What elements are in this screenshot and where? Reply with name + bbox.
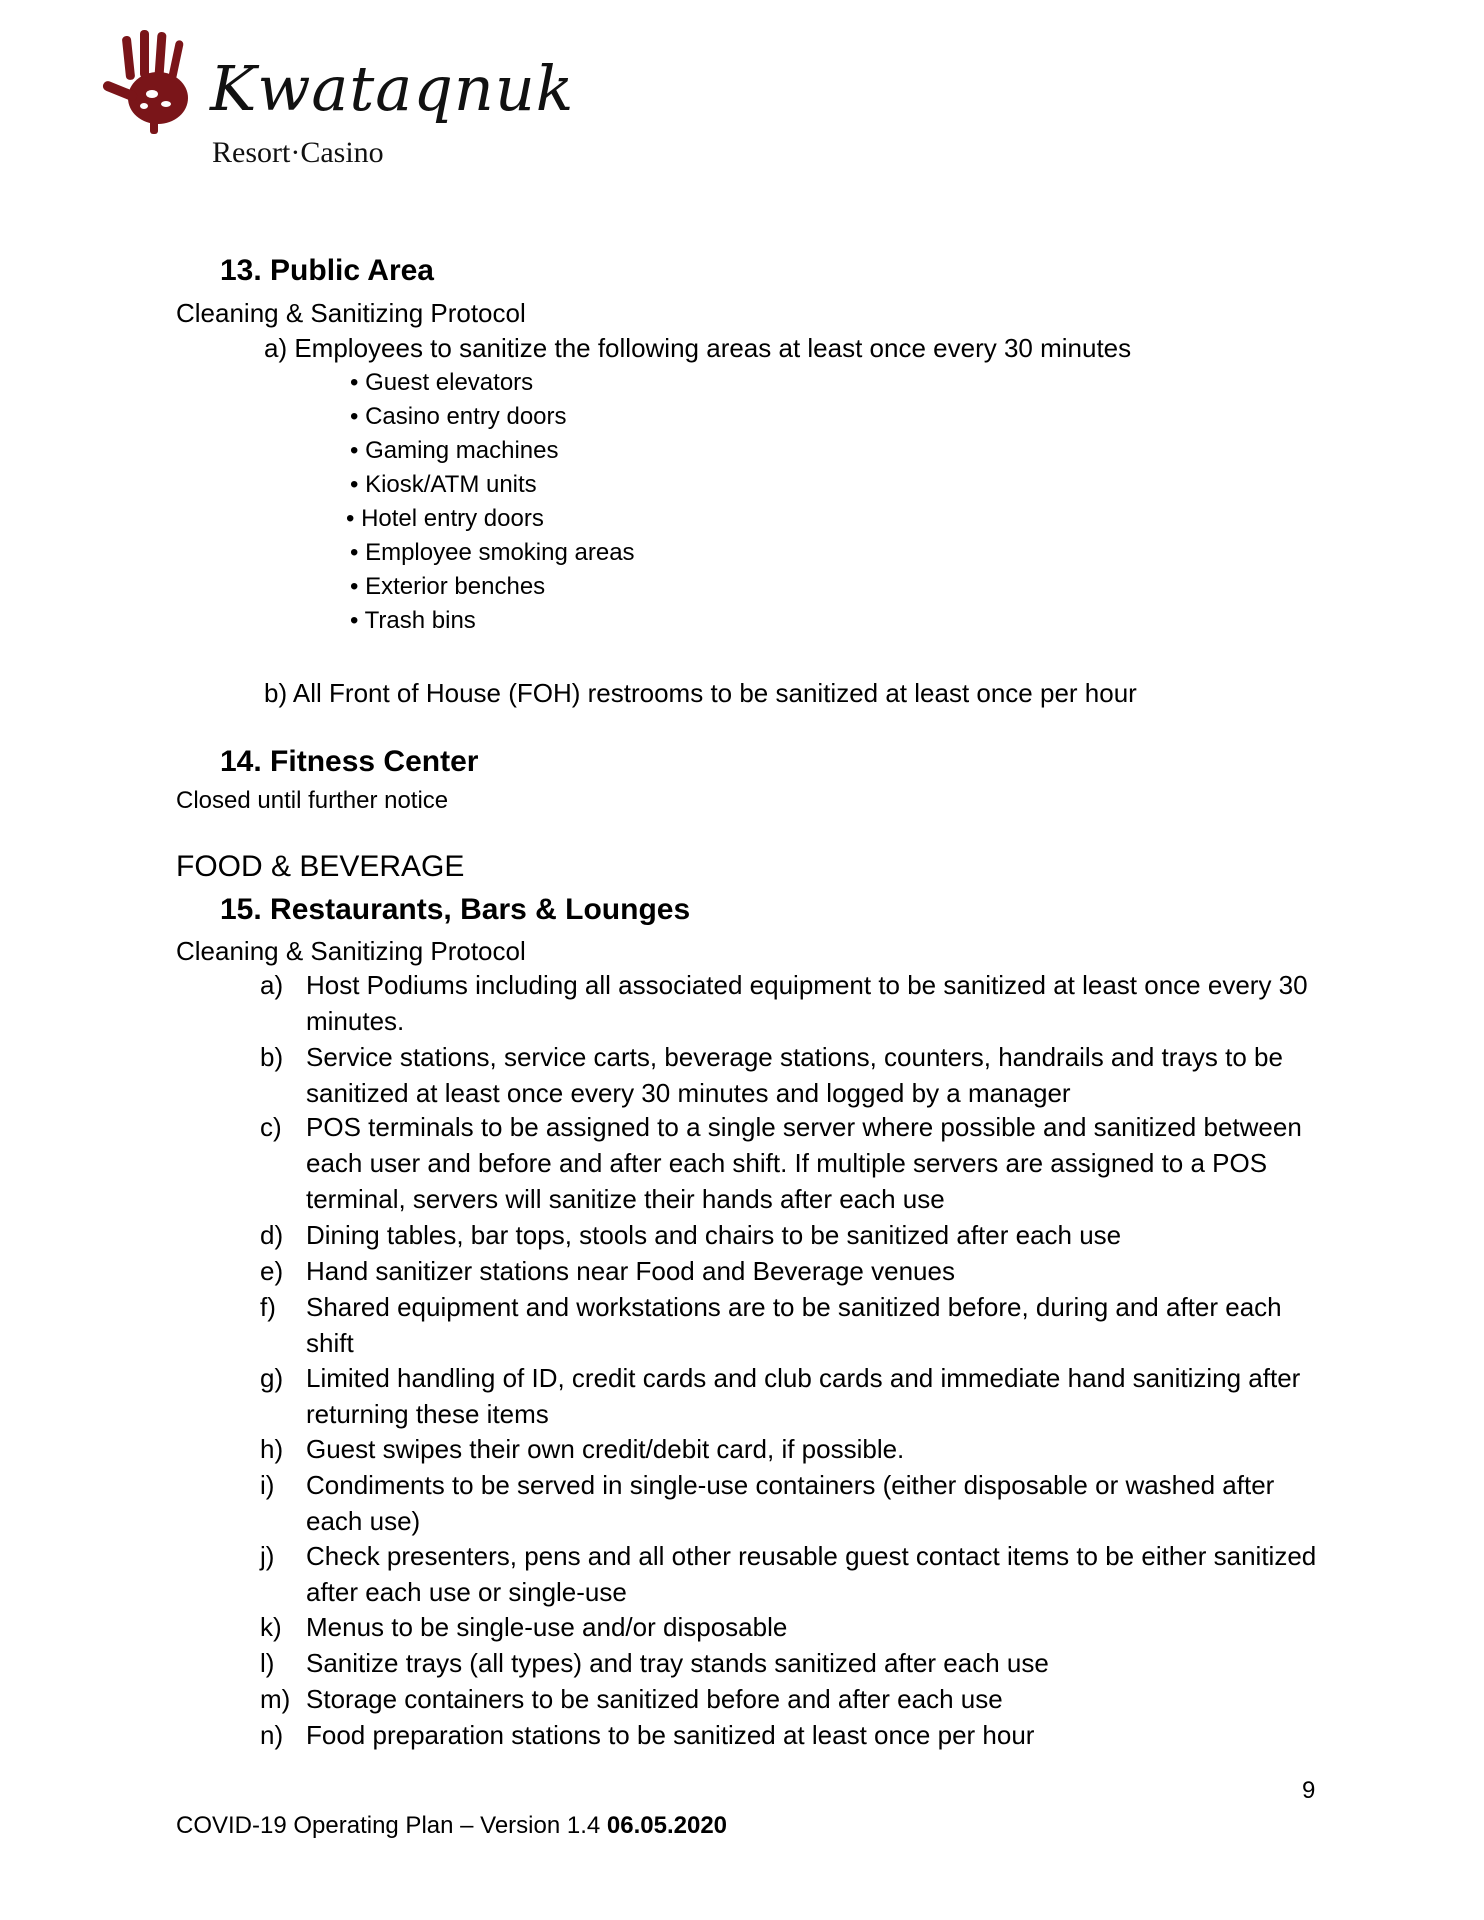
footer — [176, 1812, 727, 1840]
footer-date: 06.05.2020 — [606, 1812, 728, 1839]
list-item: f) Shared equipment and workstations are to be sanitized before, during and after each shift — [260, 1292, 1282, 1358]
logo-wordmark: Kwataqnuk — [210, 52, 575, 125]
list-item: h) Guest swipes their own credit/debit card, if possible. — [260, 1434, 905, 1464]
list-item: d) Dining tables, bar tops, stools and chairs to be sanitized after each use — [260, 1220, 1122, 1250]
footer-text: COVID-19 Operating Plan – Version 1.4 — [176, 1812, 607, 1839]
list-item: l) Sanitize trays (all types) and tray stands sanitized after each use — [260, 1648, 1049, 1678]
section-15-title: 15. Restaurants, Bars & Lounges — [220, 893, 691, 926]
section-14-title: 14. Fitness Center — [220, 745, 479, 778]
list-item: i) Condiments to be served in single-use containers (either disposable or washed after each use) — [260, 1470, 1275, 1536]
section-13-subtitle: Cleaning & Sanitizing Protocol — [176, 298, 526, 328]
bullet-trash-bins: • Trash bins — [350, 607, 476, 634]
section-13-item-b: b) All Front of House (FOH) restrooms to be sanitized at least once per hour — [264, 678, 1137, 708]
section-14-note: Closed until further notice — [176, 787, 449, 814]
logo-subtitle: Resort·Casino — [212, 136, 384, 169]
bullet-gaming-machines: • Gaming machines — [350, 437, 559, 464]
section-13-title: 13. Public Area — [220, 254, 434, 287]
list-item: m) Storage containers to be sanitized before and after each use — [260, 1684, 1003, 1714]
hand-print-icon — [100, 28, 210, 138]
page-number: 9 — [1302, 1777, 1316, 1804]
list-item: c) POS terminals to be assigned to a single server where possible and sanitized between each user and before and after each shift. If multiple servers are assigned to a POS terminal, servers will sanitize their hands after each use — [260, 1112, 1302, 1214]
bullet-exterior-benches: • Exterior benches — [350, 573, 546, 600]
list-item: j) Check presenters, pens and all other reusable guest contact items to be either sanitized after each use or single-use — [260, 1541, 1317, 1607]
list-item: g) Limited handling of ID, credit cards and club cards and immediate hand sanitizing after returning these items — [260, 1363, 1301, 1429]
bullet-hotel-entry-doors: • Hotel entry doors — [346, 505, 544, 532]
bullet-employee-smoking-areas: • Employee smoking areas — [350, 539, 635, 566]
category-heading: FOOD & BEVERAGE — [176, 850, 465, 883]
bullet-casino-entry-doors: • Casino entry doors — [350, 403, 567, 430]
bullet-guest-elevators: • Guest elevators — [350, 369, 534, 396]
list-item: k) Menus to be single-use and/or disposable — [260, 1612, 788, 1642]
list-item: b) Service stations, service carts, beverage stations, counters, handrails and trays to be sanitized at least once every 30 minutes and logged by a manager — [260, 1042, 1283, 1108]
section-13-item-a: a) Employees to sanitize the following areas at least once every 30 minutes — [264, 333, 1132, 363]
list-item: e) Hand sanitizer stations near Food and Beverage venues — [260, 1256, 955, 1286]
list-item: n) Food preparation stations to be sanitized at least once per hour — [260, 1720, 1035, 1750]
bullet-kiosk-atm: • Kiosk/ATM units — [350, 471, 537, 498]
section-15-subtitle: Cleaning & Sanitizing Protocol — [176, 936, 526, 966]
list-item: a) Host Podiums including all associated equipment to be sanitized at least once every 30 minutes. — [260, 970, 1308, 1036]
